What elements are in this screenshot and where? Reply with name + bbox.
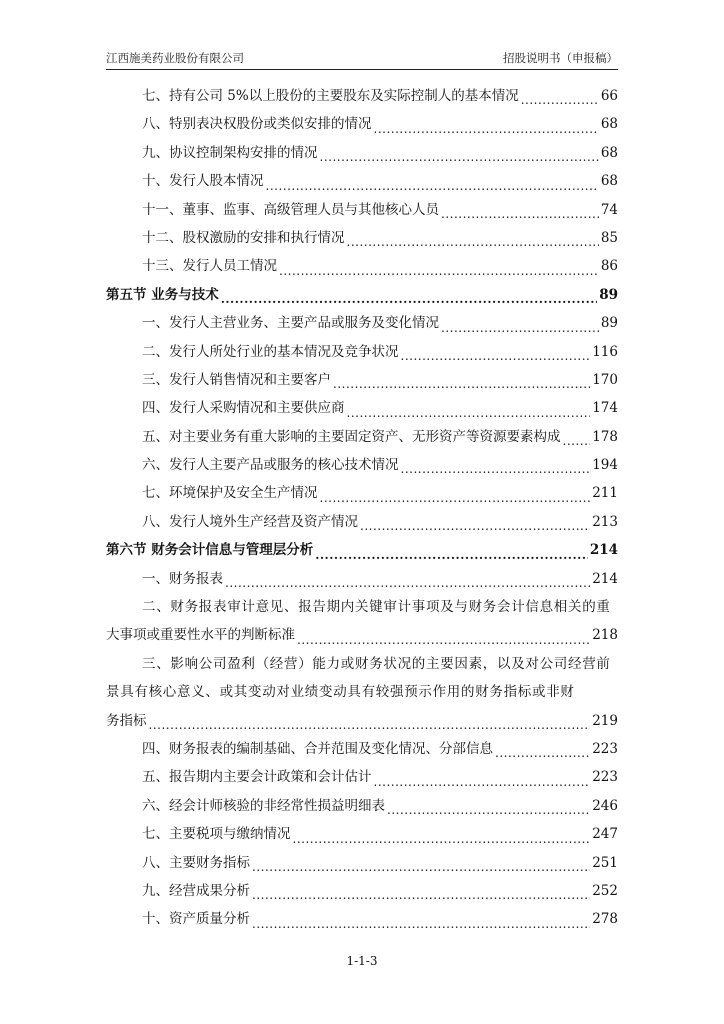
toc-entry[interactable]	[106, 338, 618, 366]
toc-dot-leader	[347, 394, 591, 422]
toc-entry-label: 六、发行人主要产品或服务的核心技术情况	[142, 457, 399, 474]
toc-entry-label: 十、发行人股本情况	[142, 173, 264, 190]
toc-dot-leader	[225, 565, 590, 593]
toc-page-number: 252	[592, 882, 618, 899]
toc-entry-line[interactable]	[106, 707, 618, 735]
toc-dot-leader	[252, 849, 590, 877]
toc-page-number: 251	[592, 854, 618, 871]
toc-entry-label: 七、主要税项与缴纳情况	[142, 826, 291, 843]
toc-entry-line[interactable]	[106, 593, 618, 621]
toc-page-number: 68	[600, 173, 618, 190]
toc-entry-label: 九、协议控制架构安排的情况	[142, 144, 318, 161]
toc-dot-leader	[401, 338, 591, 366]
toc-dot-leader	[315, 536, 588, 564]
header-company-name: 江西施美药业股份有限公司	[106, 51, 244, 65]
toc-entry-label: 五、报告期内主要会计政策和会计估计	[142, 769, 372, 786]
toc-entry[interactable]	[106, 849, 618, 877]
toc-entry-label: 三、发行人销售情况和主要客户	[142, 371, 331, 388]
toc-page-number: 214	[589, 542, 618, 559]
toc-entry-label: 八、发行人境外生产经营及资产情况	[142, 513, 358, 530]
toc-entry-label: 大事项或重要性水平的判断标准	[106, 627, 295, 644]
toc-dot-leader	[563, 423, 591, 451]
toc-entry[interactable]	[106, 224, 618, 252]
toc-entry[interactable]	[106, 877, 618, 905]
toc-entry[interactable]	[106, 792, 618, 820]
toc-section-entry[interactable]	[106, 536, 618, 564]
toc-entry-line[interactable]	[106, 678, 618, 706]
toc-page-number: 247	[592, 826, 618, 843]
toc-dot-leader	[266, 167, 599, 195]
toc-entry[interactable]	[106, 366, 618, 394]
toc-dot-leader	[252, 905, 590, 933]
toc-page-number: 246	[592, 797, 618, 814]
page-footer	[0, 954, 724, 968]
toc-page-number: 178	[592, 428, 618, 445]
toc-entry[interactable]	[106, 451, 618, 479]
toc-entry-line[interactable]	[106, 650, 618, 678]
toc-dot-leader	[279, 252, 599, 280]
toc-entry[interactable]	[106, 565, 618, 593]
toc-dot-leader	[320, 479, 591, 507]
toc-entry-label: 七、持有公司 5%以上股份的主要股东及实际控制人的基本情况	[142, 87, 519, 104]
toc-entry-label: 十二、股权激励的安排和执行情况	[142, 229, 345, 246]
toc-entry[interactable]	[106, 139, 618, 167]
toc-entry[interactable]	[106, 309, 618, 337]
toc-page-number: 68	[600, 116, 618, 133]
toc-entry[interactable]	[106, 820, 618, 848]
toc-entry[interactable]	[106, 735, 618, 763]
toc-entry-label: 四、财务报表的编制基础、合并范围及变化情况、分部信息	[142, 740, 493, 757]
toc-page-number: 68	[600, 144, 618, 161]
header-document-title: 招股说明书（申报稿）	[503, 51, 618, 65]
toc-dot-leader	[441, 309, 599, 337]
toc-entry-label: 二、发行人所处行业的基本情况及竞争状况	[142, 343, 399, 360]
toc-entry[interactable]	[106, 423, 618, 451]
toc-entry[interactable]	[106, 394, 618, 422]
toc-entry-label: 十、资产质量分析	[142, 911, 250, 928]
toc-entry[interactable]	[106, 110, 618, 138]
toc-dot-leader	[495, 735, 590, 763]
toc-entry-label: 务指标	[106, 712, 147, 729]
toc-entry[interactable]	[106, 508, 618, 536]
toc-page-number: 219	[592, 712, 618, 729]
toc-page-number: 211	[592, 485, 618, 502]
toc-page-number: 116	[592, 343, 618, 360]
toc-page-number: 223	[592, 769, 618, 786]
toc-page-number: 278	[592, 911, 618, 928]
toc-entry-label: 六、经会计师核验的非经常性损益明细表	[142, 797, 385, 814]
toc-page-number: 218	[592, 627, 618, 644]
toc-section-entry[interactable]	[106, 281, 618, 309]
toc-entry-label: 一、财务报表	[142, 570, 223, 587]
toc-entry-label: 八、特别表决权股份或类似安排的情况	[142, 116, 372, 133]
footer-page-number: 1-1-3	[346, 954, 378, 968]
toc-dot-leader	[252, 877, 590, 905]
toc-dot-leader	[221, 281, 598, 309]
toc-dot-leader	[333, 366, 590, 394]
toc-entry-label: 四、发行人采购情况和主要供应商	[142, 400, 345, 417]
toc-page-number: 170	[592, 371, 618, 388]
toc-dot-leader	[387, 792, 590, 820]
toc-entry-label: 第六节 财务会计信息与管理层分析	[106, 542, 314, 559]
toc-dot-leader	[360, 508, 590, 536]
toc-entry[interactable]	[106, 252, 618, 280]
toc-entry[interactable]	[106, 479, 618, 507]
toc-dot-leader	[374, 110, 599, 138]
toc-dot-leader	[441, 196, 599, 224]
toc-dot-leader	[149, 707, 591, 735]
toc-entry[interactable]	[106, 82, 618, 110]
toc-dot-leader	[374, 763, 591, 791]
toc-dot-leader	[293, 820, 591, 848]
toc-entry[interactable]	[106, 167, 618, 195]
toc-page-number: 214	[592, 570, 618, 587]
toc-entry-label: 九、经营成果分析	[142, 882, 250, 899]
toc-dot-leader	[347, 224, 599, 252]
toc-entry-label: 十一、董事、监事、高级管理人员与其他核心人员	[142, 201, 439, 218]
toc-page-number: 89	[599, 286, 618, 303]
toc-entry-label: 景具有核心意义、或其变动对业绩变动具有较强预示作用的财务指标或非财	[106, 684, 575, 701]
toc-entry[interactable]	[106, 196, 618, 224]
toc-page-number: 86	[600, 258, 618, 275]
toc-entry-label: 八、主要财务指标	[142, 854, 250, 871]
toc-page-number: 174	[592, 400, 618, 417]
toc-page-number: 85	[600, 229, 618, 246]
toc-entry-label: 第五节 业务与技术	[106, 286, 219, 303]
toc-entry-label: 五、对主要业务有重大影响的主要固定资产、无形资产等资源要素构成	[142, 428, 561, 445]
toc-page-number: 74	[600, 201, 618, 218]
toc-entry-label: 二、财务报表审计意见、报告期内关键审计事项及与财务会计信息相关的重	[142, 599, 611, 616]
toc-page-number: 194	[592, 457, 618, 474]
toc-dot-leader	[401, 451, 591, 479]
toc-page-number: 66	[600, 87, 618, 104]
toc-entry-label: 十三、发行人员工情况	[142, 258, 277, 275]
toc-dot-leader	[297, 621, 590, 649]
page-header	[106, 48, 618, 70]
toc-entry[interactable]	[106, 905, 618, 933]
toc-dot-leader	[521, 82, 599, 110]
toc-entry-line[interactable]	[106, 621, 618, 649]
toc-page-number: 213	[592, 513, 618, 530]
toc-page-number: 223	[592, 740, 618, 757]
toc-entry[interactable]	[106, 763, 618, 791]
toc-entry-label: 七、环境保护及安全生产情况	[142, 485, 318, 502]
toc-dot-leader	[320, 139, 599, 167]
table-of-contents	[106, 82, 618, 934]
toc-page-number: 89	[600, 315, 618, 332]
toc-entry-label: 三、影响公司盈利（经营）能力或财务状况的主要因素，以及对公司经营前	[142, 655, 611, 672]
toc-entry-label: 一、发行人主营业务、主要产品或服务及变化情况	[142, 315, 439, 332]
